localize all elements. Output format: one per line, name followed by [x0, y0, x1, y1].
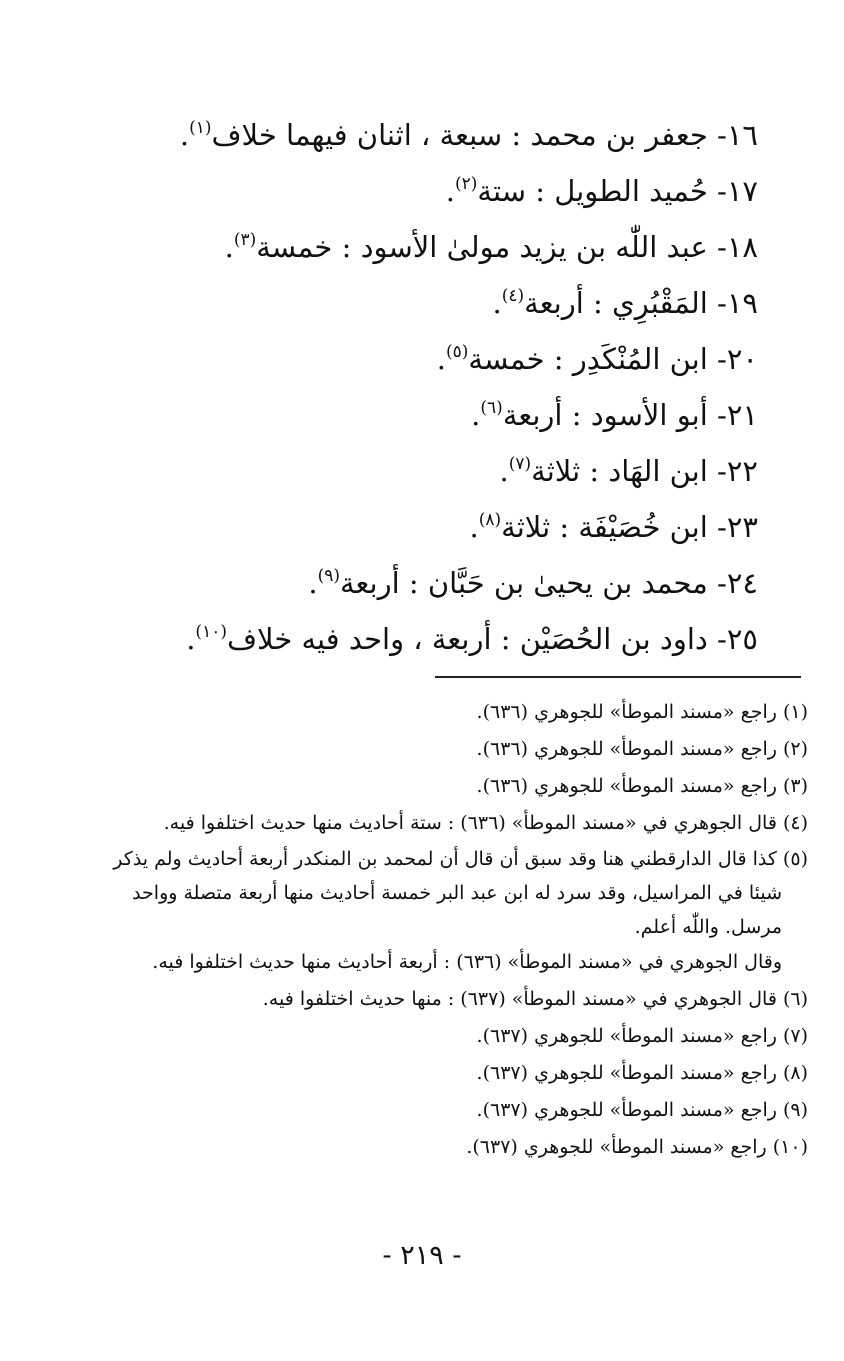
entry-25 — [78, 604, 758, 660]
entry-end: . — [499, 454, 509, 488]
footnote-5-line-3: مرسل. واللّٰه أعلم. — [634, 916, 782, 938]
footnote-6: (٦) قال الجوهري في «مسند الموطأ» (٦٣٧) : منها حديث اختلفوا فيه. — [262, 988, 808, 1010]
entry-number: ٢٢- — [717, 454, 758, 488]
entry-number: ١٨- — [717, 230, 758, 264]
footnote-9: (٩) راجع «مسند الموطأ» للجوهري (٦٣٧). — [476, 1099, 808, 1121]
entry-end: . — [492, 286, 502, 320]
entry-number: ٢١- — [717, 398, 758, 432]
entry-19 — [78, 268, 758, 324]
footnote-4: (٤) قال الجوهري في «مسند الموطأ» (٦٣٦) : ستة أحاديث منها حديث اختلفوا فيه. — [163, 812, 808, 834]
entry-text: جعفر بن محمد : سبعة ، اثنان فيهما خلاف — [211, 118, 708, 152]
entry-20 — [78, 324, 758, 380]
entry-17 — [78, 156, 758, 212]
entry-end: . — [224, 230, 234, 264]
entry-22 — [78, 436, 758, 492]
footnote-7: (٧) راجع «مسند الموطأ» للجوهري (٦٣٧). — [476, 1025, 808, 1047]
entry-end: . — [186, 622, 196, 656]
footnote-ref[interactable]: (٧) — [508, 454, 532, 474]
footnote-10: (١٠) راجع «مسند الموطأ» للجوهري (٦٣٧). — [466, 1136, 808, 1158]
footnote-separator — [435, 676, 801, 678]
footnote-ref[interactable]: (١) — [189, 118, 212, 138]
footnote-ref[interactable]: (٢) — [455, 174, 478, 194]
footnote-3: (٣) راجع «مسند الموطأ» للجوهري (٦٣٦). — [476, 775, 808, 797]
entry-23 — [78, 492, 758, 548]
footnotes — [28, 694, 808, 1166]
entry-text: ابن المُنْكَدِر : خمسة — [468, 342, 708, 376]
footnote-ref[interactable]: (١٠) — [195, 622, 227, 642]
entry-number: ١٧- — [717, 174, 758, 208]
entry-text: أبو الأسود : أربعة — [502, 398, 708, 432]
entry-text: محمد بن يحيىٰ بن حَبَّان : أربعة — [340, 566, 708, 600]
footnote-ref[interactable]: (٣) — [233, 230, 257, 250]
entry-end: . — [308, 566, 318, 600]
footnote-5-line-1: (٥) كذا قال الدارقطني هنا وقد سبق أن قال أن لمحمد بن المنكدر أربعة أحاديث ولم يذكر — [113, 848, 808, 870]
entry-number: ١٩- — [717, 286, 758, 320]
entry-text: ابن خُصَيْفَة : ثلاثة — [501, 510, 708, 544]
entry-21 — [78, 380, 758, 436]
entry-end: . — [471, 398, 481, 432]
footnote-5-paragraph: وقال الجوهري في «مسند الموطأ» (٦٣٦) : أربعة أحاديث منها حديث اختلفوا فيه. — [152, 951, 782, 973]
entry-number: ٢٥- — [717, 622, 758, 656]
footnote-2: (٢) راجع «مسند الموطأ» للجوهري (٦٣٦). — [476, 738, 808, 760]
footnote-5-line-2: شيئا في المراسيل، وقد سرد له ابن عبد البر خمسة أحاديث منها أربعة متصلة وواحد — [132, 882, 782, 904]
footnote-ref[interactable]: (٦) — [480, 398, 503, 418]
footnote-ref[interactable]: (٨) — [478, 510, 502, 530]
entry-end: . — [179, 118, 190, 152]
footnote-ref[interactable]: (٤) — [501, 286, 525, 306]
entry-number: ٢٠- — [717, 342, 758, 376]
footnote-ref[interactable]: (٩) — [317, 566, 340, 586]
entry-text: حُميد الطويل : ستة — [477, 174, 708, 208]
narrator-list — [78, 100, 758, 660]
entry-16 — [78, 100, 758, 156]
entry-text: عبد اللّٰه بن يزيد مولىٰ الأسود : خمسة — [256, 230, 708, 264]
entry-24 — [78, 548, 758, 604]
entry-end: . — [469, 510, 479, 544]
entry-text: ابن الهَاد : ثلاثة — [531, 454, 708, 488]
footnote-8: (٨) راجع «مسند الموطأ» للجوهري (٦٣٧). — [476, 1062, 808, 1084]
footnote-5 — [28, 842, 808, 944]
entry-end: . — [436, 342, 446, 376]
entry-18 — [78, 212, 758, 268]
entry-number: ٢٣- — [717, 510, 758, 544]
page-number: - ٢١٩ - — [382, 1240, 462, 1271]
entry-number: ١٦- — [717, 118, 758, 152]
entry-text: المَقْبُرِي : أربعة — [524, 286, 708, 320]
footnote-ref[interactable]: (٥) — [445, 342, 469, 362]
entry-text: داود بن الحُصَيْن : أربعة ، واحد فيه خلاف — [226, 622, 708, 656]
footnote-1: (١) راجع «مسند الموطأ» للجوهري (٦٣٦). — [476, 701, 808, 723]
entry-number: ٢٤- — [717, 566, 758, 600]
entry-end: . — [445, 174, 455, 208]
